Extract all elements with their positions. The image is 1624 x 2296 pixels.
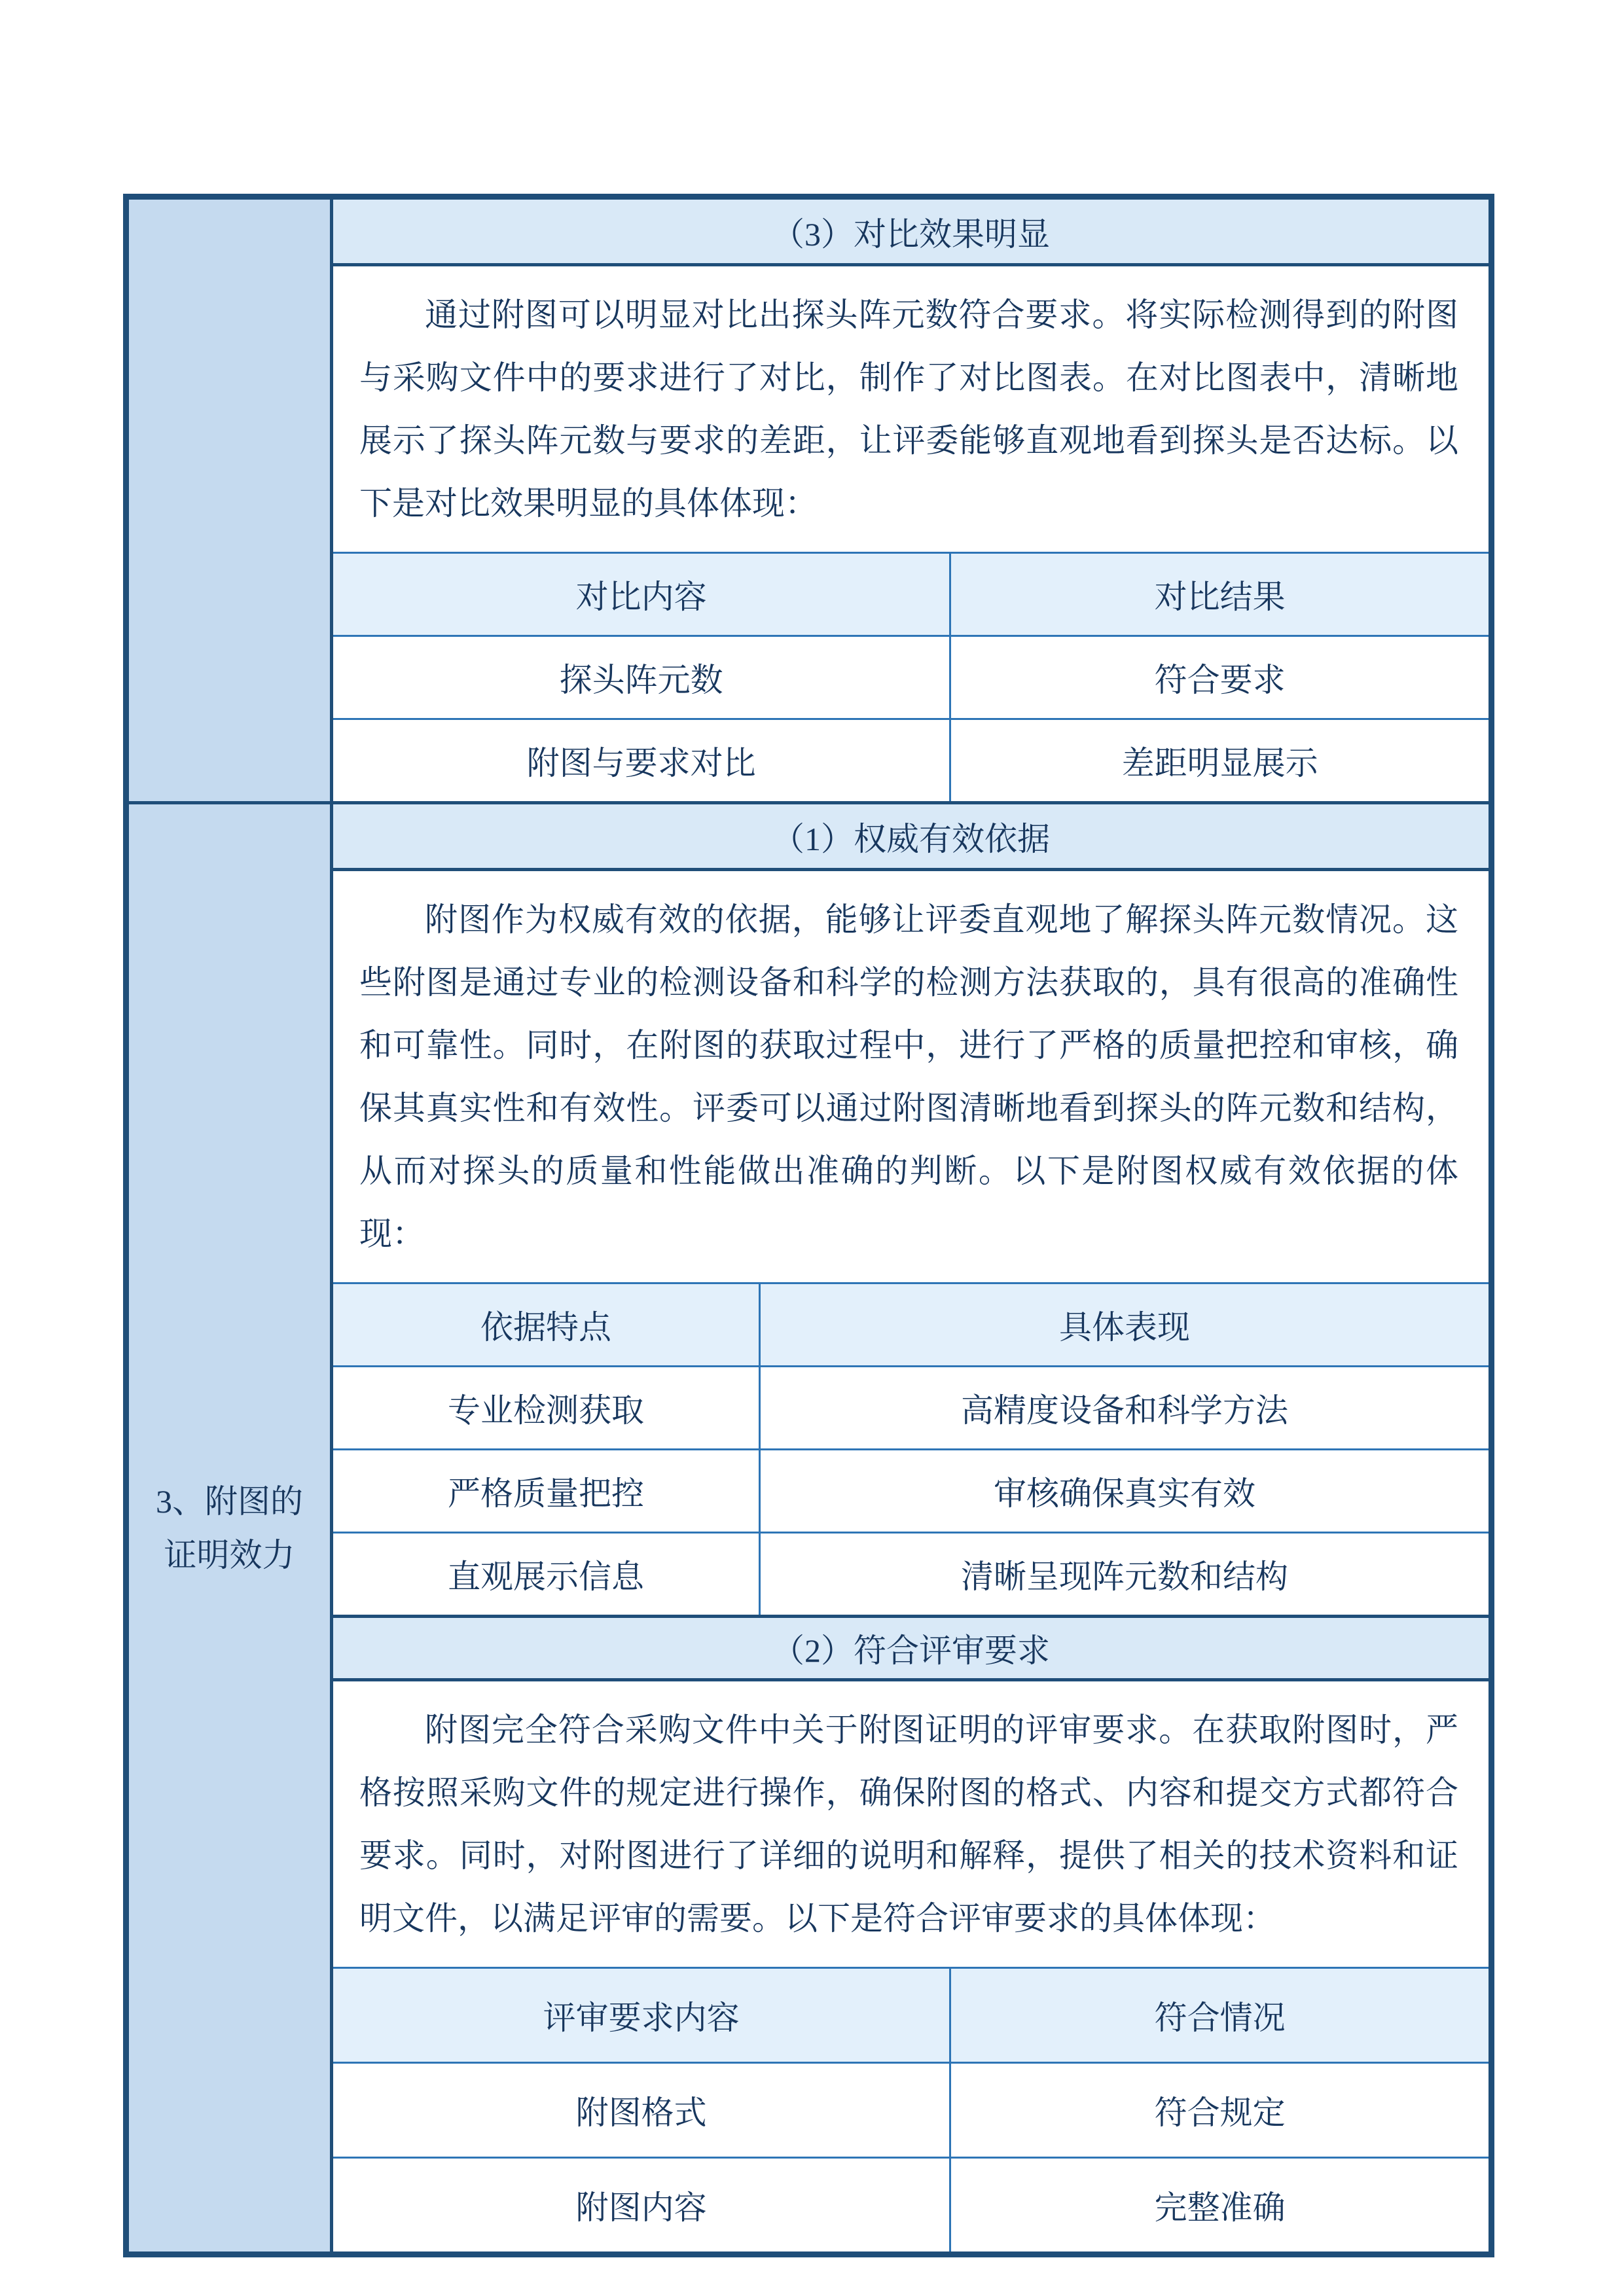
row-label-line2: 证明效力 [164, 1536, 295, 1573]
section-header-review-text: （2）符合评审要求 [772, 1632, 1050, 1669]
section-header-contrast-text: （3）对比效果明显 [772, 215, 1050, 253]
evaluation-document-table [123, 194, 1494, 2257]
table-row [333, 635, 1489, 718]
paragraph-review: 附图完全符合采购文件中关于附图证明的评审要求。在获取附图时，严格按照采购文件的规定进行操作，确保附图的格式、内容和提交方式都符合要求。同时，对附图进行了详细的说明和解释，提供了相关的技术资料和证明文件，以满足评审的需要。以下是符合评审要求的具体体现： [333, 1681, 1489, 1967]
table-header-row [333, 554, 1489, 635]
row-label-line1: 3、附图的 [156, 1482, 303, 1520]
table-row [333, 718, 1489, 801]
contrast-content [333, 200, 1489, 801]
section-header-review [333, 1615, 1489, 1681]
table-header-cell: 具体表现 [1059, 1309, 1191, 1346]
row-label-empty [129, 200, 333, 801]
table-header-cell: 符合情况 [1154, 2000, 1286, 2036]
table-cell: 审核确保真实有效 [994, 1475, 1256, 1512]
table-cell: 清晰呈现阵元数和结构 [961, 1558, 1289, 1595]
section-header-contrast [333, 200, 1489, 266]
authority-inner-table [333, 1282, 1489, 1615]
proof-effect-content [333, 804, 1489, 2251]
paragraph-contrast: 通过附图可以明显对比出探头阵元数符合要求。将实际检测得到的附图与采购文件中的要求进行了对比，制作了对比图表。在对比图表中，清晰地展示了探头阵元数与要求的差距，让评委能够直观地看到探头是否达标。以下是对比效果明显的具体体现： [333, 266, 1489, 552]
table-row-contrast-block [129, 200, 1489, 801]
table-cell: 专业检测获取 [333, 1367, 761, 1448]
table-cell: 符合规定 [1154, 2094, 1286, 2131]
section-header-authority [333, 804, 1489, 871]
table-row [333, 1448, 1489, 1532]
table-header-cell: 依据特点 [333, 1284, 761, 1365]
table-cell: 附图格式 [333, 2064, 951, 2157]
row-label-proof-effect [129, 804, 333, 2251]
table-row [333, 1532, 1489, 1615]
table-header-row [333, 1969, 1489, 2062]
table-row [333, 2157, 1489, 2251]
table-cell: 差距明显展示 [1121, 745, 1318, 781]
table-cell: 直观展示信息 [333, 1534, 761, 1615]
contrast-inner-table [333, 552, 1489, 801]
table-header-cell: 评审要求内容 [333, 1969, 951, 2062]
table-cell: 符合要求 [1154, 662, 1286, 698]
table-row [333, 2062, 1489, 2157]
review-inner-table [333, 1967, 1489, 2251]
table-header-cell: 对比内容 [333, 554, 951, 635]
table-row-proof-effect [129, 801, 1489, 2251]
section-header-authority-text: （1）权威有效依据 [772, 820, 1050, 857]
table-cell: 附图与要求对比 [333, 720, 951, 801]
table-header-row [333, 1284, 1489, 1365]
table-cell: 附图内容 [333, 2159, 951, 2251]
paragraph-authority: 附图作为权威有效的依据，能够让评委直观地了解探头阵元数情况。这些附图是通过专业的检测设备和科学的检测方法获取的，具有很高的准确性和可靠性。同时，在附图的获取过程中，进行了严格的质量把控和审核，确保其真实性和有效性。评委可以通过附图清晰地看到探头的阵元数和结构，从而对探头的质量和性能做出准确的判断。以下是附图权威有效依据的体现： [333, 871, 1489, 1282]
table-cell: 探头阵元数 [333, 637, 951, 718]
table-cell: 严格质量把控 [333, 1450, 761, 1532]
table-cell: 完整准确 [1154, 2189, 1286, 2226]
table-cell: 高精度设备和科学方法 [961, 1392, 1289, 1429]
table-row [333, 1365, 1489, 1448]
table-header-cell: 对比结果 [1154, 579, 1286, 615]
